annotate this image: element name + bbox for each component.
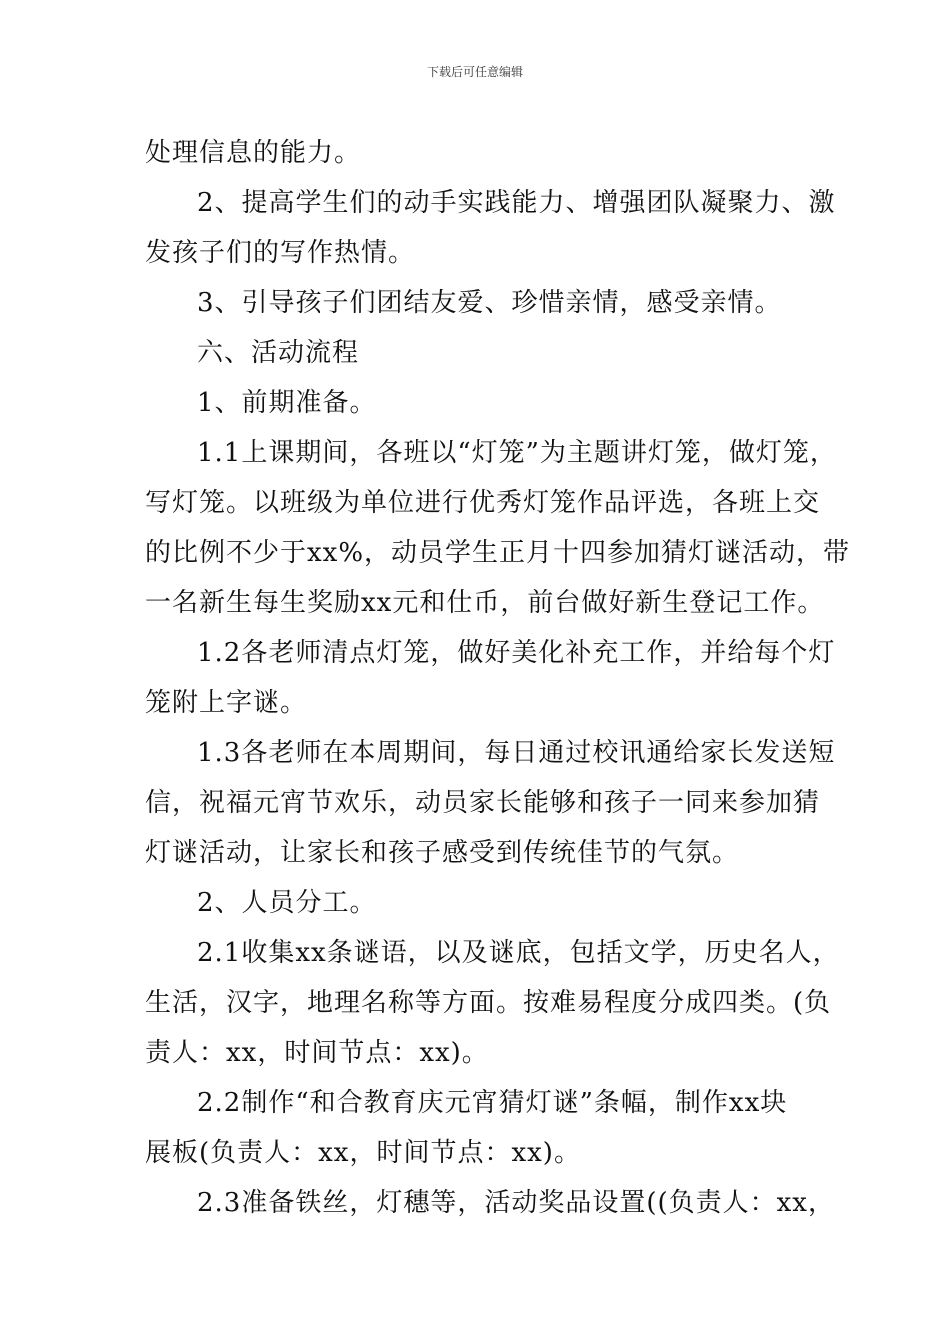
text-line: 信，祝福元宵节欢乐，动员家长能够和孩子一同来参加猜 bbox=[145, 788, 821, 818]
text-line: 笼附上字谜。 bbox=[145, 688, 308, 718]
text-line: 2.2制作“和合教育庆元宵猜灯谜”条幅，制作xx块 bbox=[197, 1088, 788, 1118]
text-line: 处理信息的能力。 bbox=[145, 138, 362, 168]
text-line: 展板(负责人：xx，时间节点：xx)。 bbox=[145, 1138, 581, 1168]
section-heading: 六、活动流程 bbox=[197, 338, 360, 368]
page-header: 下载后可任意编辑 bbox=[426, 65, 523, 79]
subsection-heading: 2、人员分工。 bbox=[197, 888, 377, 918]
text-line: 灯谜活动，让家长和孩子感受到传统佳节的气氛。 bbox=[145, 838, 740, 868]
text-line: 发孩子们的写作热情。 bbox=[145, 238, 416, 268]
text-line: 责人：xx，时间节点：xx)。 bbox=[145, 1038, 489, 1068]
document-body bbox=[145, 128, 851, 1228]
text-line: 1.3各老师在本周期间，每日通过校讯通给家长发送短 bbox=[197, 738, 836, 768]
text-line: 2、提高学生们的动手实践能力、增强团队凝聚力、激 bbox=[197, 188, 836, 218]
text-line: 生活，汉字，地理名称等方面。按难易程度分成四类。(负 bbox=[145, 988, 832, 1018]
subsection-heading: 1、前期准备。 bbox=[197, 388, 377, 418]
text-line: 2.3准备铁丝，灯穗等，活动奖品设置((负责人：xx， bbox=[197, 1188, 835, 1218]
text-line: 的比例不少于xx%，动员学生正月十四参加猜灯谜活动，带 bbox=[145, 538, 851, 568]
text-line: 写灯笼。以班级为单位进行优秀灯笼作品评选，各班上交 bbox=[145, 488, 821, 518]
text-line: 一名新生每生奖励xx元和仕币，前台做好新生登记工作。 bbox=[145, 588, 825, 618]
text-line: 1.1上课期间，各班以“灯笼”为主题讲灯笼，做灯笼， bbox=[197, 438, 837, 468]
text-line: 1.2各老师清点灯笼，做好美化补充工作，并给每个灯 bbox=[197, 638, 836, 668]
text-line: 3、引导孩子们团结友爱、珍惜亲情，感受亲情。 bbox=[197, 288, 782, 318]
text-line: 2.1收集xx条谜语，以及谜底，包括文学，历史名人， bbox=[197, 938, 840, 968]
